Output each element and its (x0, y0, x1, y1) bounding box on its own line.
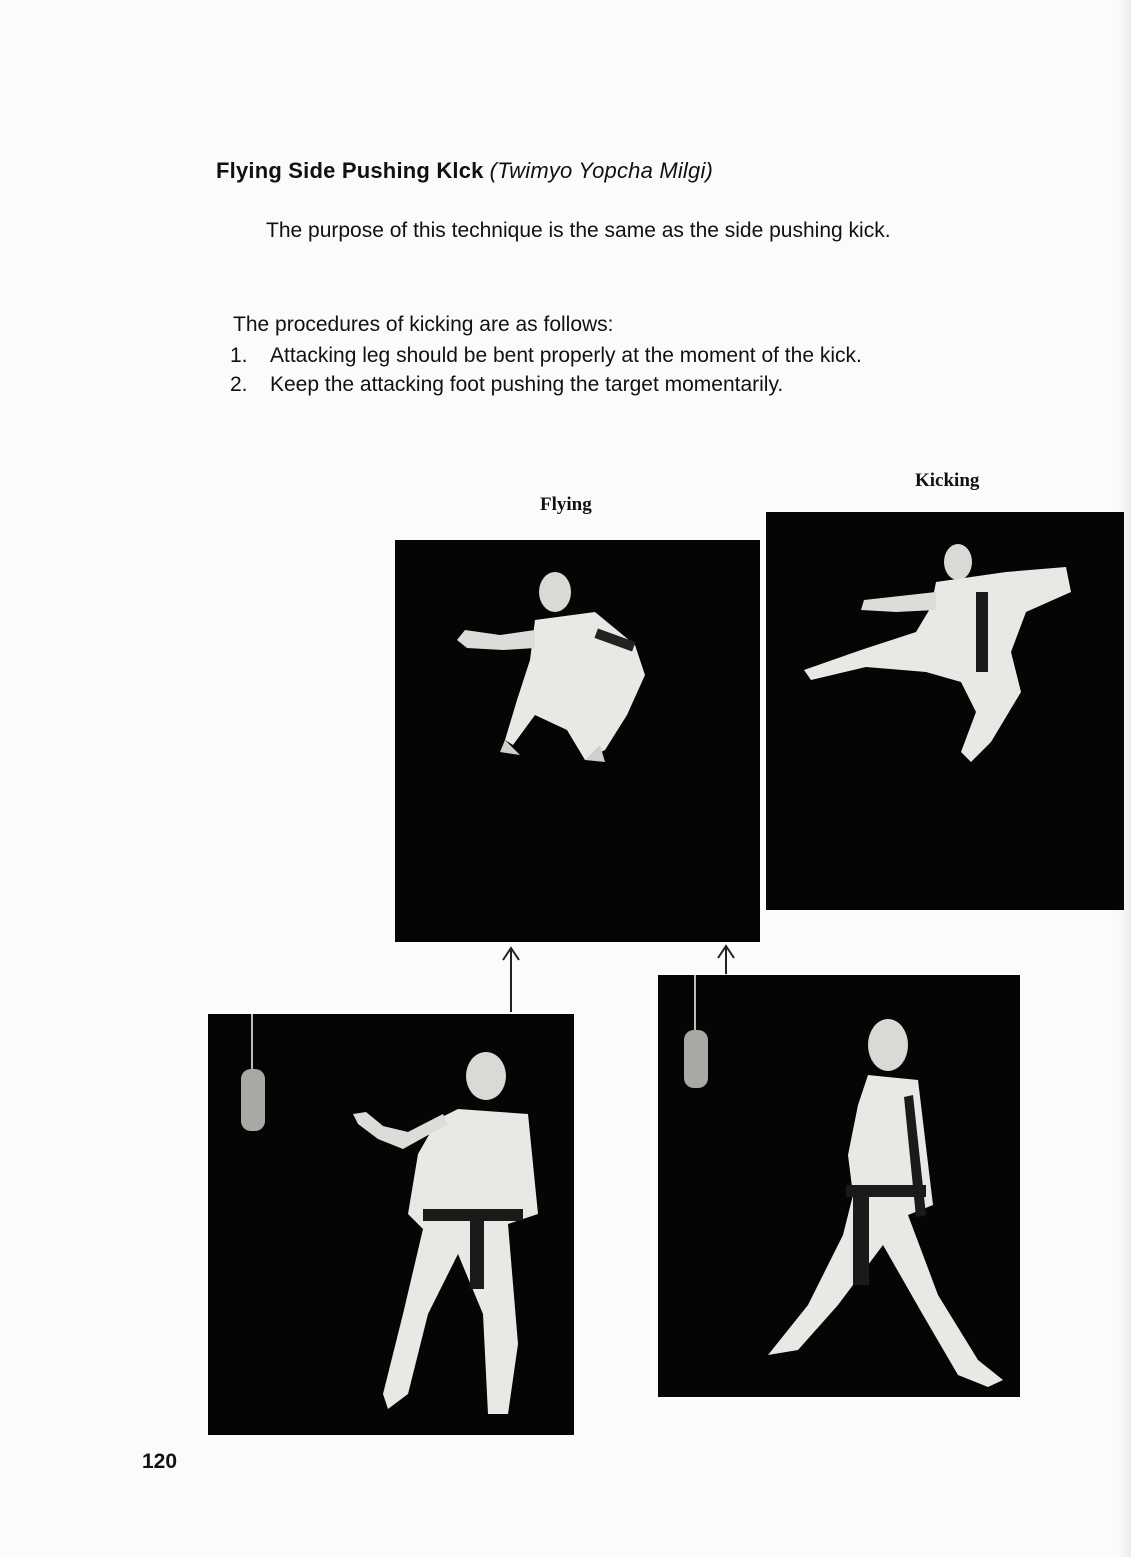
procedures-intro: The procedures of kicking are as follows: (233, 313, 614, 336)
caption-flying: Flying (540, 494, 592, 515)
arrow-up-icon (500, 944, 522, 1014)
stepping-figure-illustration (658, 975, 1020, 1397)
procedure-step (230, 370, 862, 399)
stance-figure-illustration (208, 1014, 574, 1435)
step-number: 1. (230, 344, 248, 367)
kicking-figure-illustration (766, 512, 1124, 910)
purpose-paragraph: The purpose of this technique is the same as the side pushing kick. (266, 219, 891, 242)
caption-kicking: Kicking (915, 470, 980, 491)
heading-subtitle: (Twimyo Yopcha Milgi) (489, 158, 714, 183)
photo-kicking (766, 512, 1124, 910)
arrow-up-icon (715, 942, 737, 976)
heading-title: Flying Side Pushing Klck (216, 158, 484, 183)
step-number: 2. (230, 373, 248, 396)
section-heading (216, 158, 713, 184)
photo-stepping (658, 975, 1020, 1397)
page-number: 120 (142, 1450, 178, 1473)
photo-flying (395, 540, 760, 942)
step-text: Keep the attacking foot pushing the target momentarily. (270, 373, 784, 396)
flying-figure-illustration (395, 540, 760, 942)
photo-stance (208, 1014, 574, 1435)
step-text: Attacking leg should be bent properly at the moment of the kick. (270, 344, 862, 367)
procedure-step (230, 341, 862, 370)
procedure-list (230, 341, 862, 399)
